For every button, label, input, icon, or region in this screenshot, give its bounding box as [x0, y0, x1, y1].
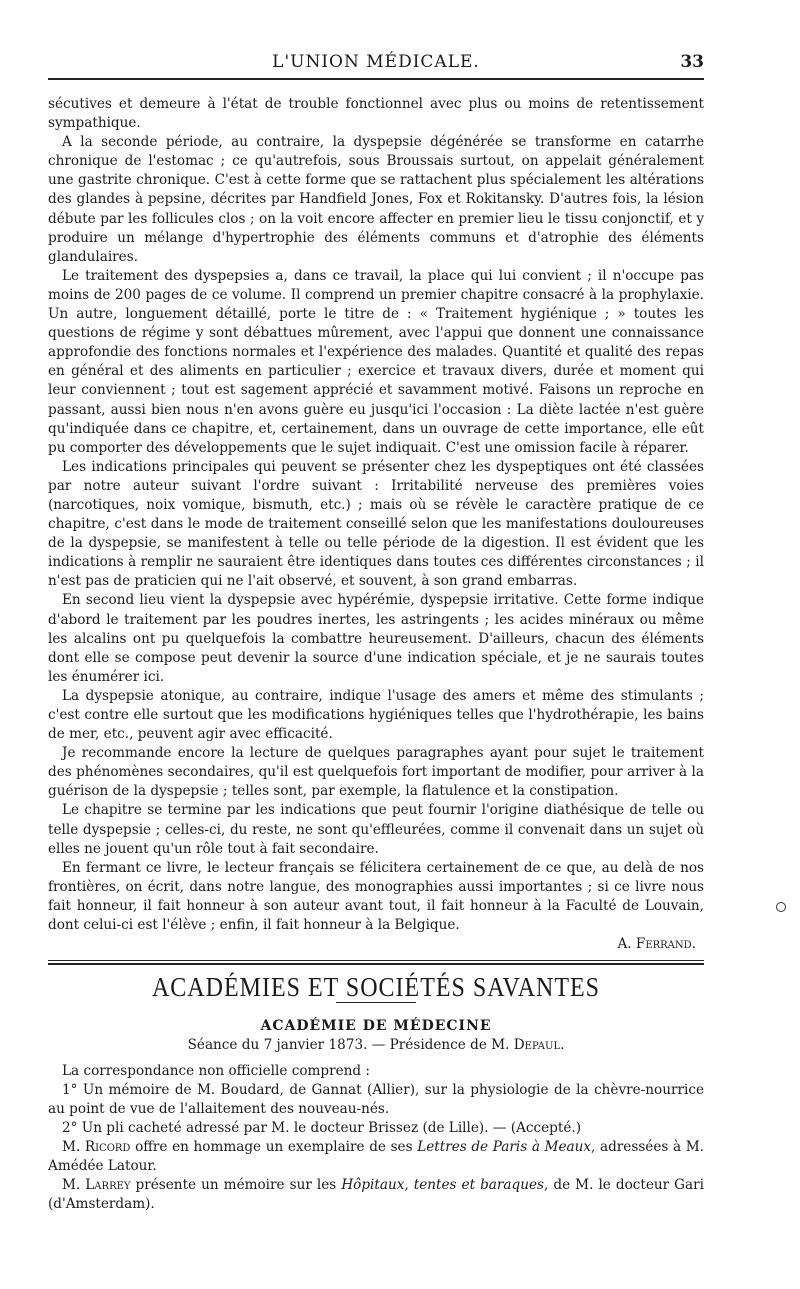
- paragraph: sécutives et demeure à l'état de trouble fonctionnel avec plus ou moins de retentissement sympathique.: [48, 96, 704, 132]
- session-president: Depaul.: [513, 1037, 565, 1054]
- session-date: Séance du 7 janvier 1873. — Présidence de M.: [187, 1037, 514, 1054]
- correspondence-item: 1° Un mémoire de M. Boudard, de Gannat (Allier), sur la physiologie de la chèvre-nourrice au point de vue de l'allaitement des nouveau-nés.: [48, 1081, 704, 1117]
- paragraph: [48, 1176, 704, 1214]
- paragraph: [48, 1138, 704, 1176]
- paragraph: La correspondance non officielle comprend :: [62, 1062, 371, 1079]
- paragraph-text: présente un mémoire sur les: [130, 1177, 342, 1194]
- margin-mark: [776, 902, 786, 912]
- page-number: 33: [680, 52, 704, 72]
- section-title: ACADÉMIES ET SOCIÉTÉS SAVANTES: [151, 973, 601, 1004]
- paragraph: La dyspepsie atonique, au contraire, indique l'usage des amers et même des stimulants ; c'est contre elle surtout que les modifications hygiéniques telles que l'hydrothérapie, les bains de mer, etc., peuvent agir avec efficacité.: [48, 687, 704, 743]
- paragraph: A la seconde période, au contraire, la dyspepsie dégénérée se transforme en catarrhe chronique de l'estomac ; ce qu'autrefois, sous Broussais surtout, on appelait généralement une gastrite chronique. C'est à cette forme que se rattachent plus spécialement les altérations des glandes à pepsine, décrites par Handfield Jones, Fox et Rokitansky. D'autres fois, la lésion débute par les follicules clos ; on la voit encore affecter en premier lieu le tissu conjonctif, et y produire un mélange d'hypertrophie des éléments communs et d'atrophie des éléments glandulaires.: [48, 134, 704, 265]
- paragraph-text: , adressées à M. Amédée Latour.: [48, 1138, 704, 1174]
- header-rule: [48, 78, 704, 80]
- book-title: Lettres de Paris à Meaux: [417, 1138, 592, 1155]
- speaker-name: M. Larrey: [62, 1177, 131, 1194]
- author-signature: A. Ferrand.: [617, 936, 696, 953]
- book-title: Hôpitaux, tentes et baraques: [341, 1177, 544, 1194]
- correspondence-item: 2° Un pli cacheté adressé par M. le docteur Brissez (de Lille). — (Accepté.): [62, 1119, 582, 1136]
- paragraph: Les indications principales qui peuvent se présenter chez les dyspeptiques ont été classées par notre auteur suivant l'ordre suivant : Irritabilité nerveuse des premières voies (narcotiques, noix vomique, bismuth, etc.) ; mais où se révèle le caractère pratique de ce chapitre, c'est dans le mode de traitement conseillé selon que les manifestations douloureuses de la dyspepsie, se manifestent à telle ou telle période de la digestion. Il est évident que les indications à remplir ne sauraient être identiques dans toutes ces différentes circonstances ; il n'est pas de praticien qui ne l'ait observé, et souvent, à son grand embarras.: [48, 458, 704, 590]
- paragraph: En fermant ce livre, le lecteur français se félicitera certainement de ce que, au delà de nos frontières, on écrit, dans notre langue, des monographies aussi importantes ; si ce livre nous fait honneur, il fait honneur à son auteur avant tout, il fait honneur à la Faculté de Louvain, dont celui-ci est l'élève ; enfin, il fait honneur à la Belgique.: [48, 859, 704, 934]
- article-body: [48, 95, 704, 1214]
- subsection-title: ACADÉMIE DE MÉDECINE: [260, 1018, 492, 1035]
- section-divider: [48, 960, 704, 961]
- running-header: [48, 48, 704, 76]
- section-divider: [48, 963, 704, 965]
- paragraph: Le traitement des dyspepsies a, dans ce travail, la place qui lui convient ; il n'occupe pas moins de 200 pages de ce volume. Il comprend un premier chapitre consacré à la prophylaxie. Un autre, longuement détaillé, porte le titre de : « Traitement hygiénique ; » toutes les questions de régime y sont débattues mûrement, avec l'appui que donnent une connaissance approfondie des fonctions normales et l'expérience des malades. Quantité et qualité des repas en général et des aliments en particulier ; exercice et travaux divers, durée et moment qui leur conviennent ; tout est sagement apprécié et savamment motivé. Faisons un reproche en passant, aussi bien nous n'en avons guère eu jusqu'ici l'occasion : La diète lactée n'est guère qu'indiquée dans ce chapitre, et, certainement, dans un ouvrage de cette importance, elle eût pu comporter des développements que le sujet indiquait. C'est une omission facile à réparer.: [48, 267, 704, 456]
- speaker-name: M. Ricord: [62, 1138, 131, 1155]
- paragraph: En second lieu vient la dyspepsie avec hypérémie, dyspepsie irritative. Cette forme indique d'abord le traitement par les poudres inertes, les astringents ; les acides minéraux ou même les alcalins ont pu quelquefois la combattre heureusement. D'ailleurs, chacun des éléments dont elle se compose peut devenir la source d'une indication spéciale, et je ne saurais toutes les énumérer ici.: [48, 592, 704, 685]
- session-line: [48, 1036, 704, 1055]
- paragraph-text: , de M. le docteur Gari (d'Amsterdam).: [48, 1177, 704, 1213]
- paragraph: Je recommande encore la lecture de quelques paragraphes ayant pour sujet le traitement des phénomènes secondaires, qu'il est quelquefois fort important de modifier, pour arriver à la guérison de la dyspepsie ; telles sont, par exemple, la flatulence et la constipation.: [48, 745, 704, 800]
- running-title: L'UNION MÉDICALE.: [272, 52, 480, 72]
- paragraph: Le chapitre se termine par les indications que peut fournir l'origine diathésique de telle ou telle dyspepsie ; celles-ci, du reste, ne sont qu'effleurées, comme il convenait dans un sujet où elles ne jouent qu'un rôle tout à fait secondaire.: [48, 802, 704, 857]
- paragraph-text: offre en hommage un exemplaire de ses: [130, 1138, 418, 1155]
